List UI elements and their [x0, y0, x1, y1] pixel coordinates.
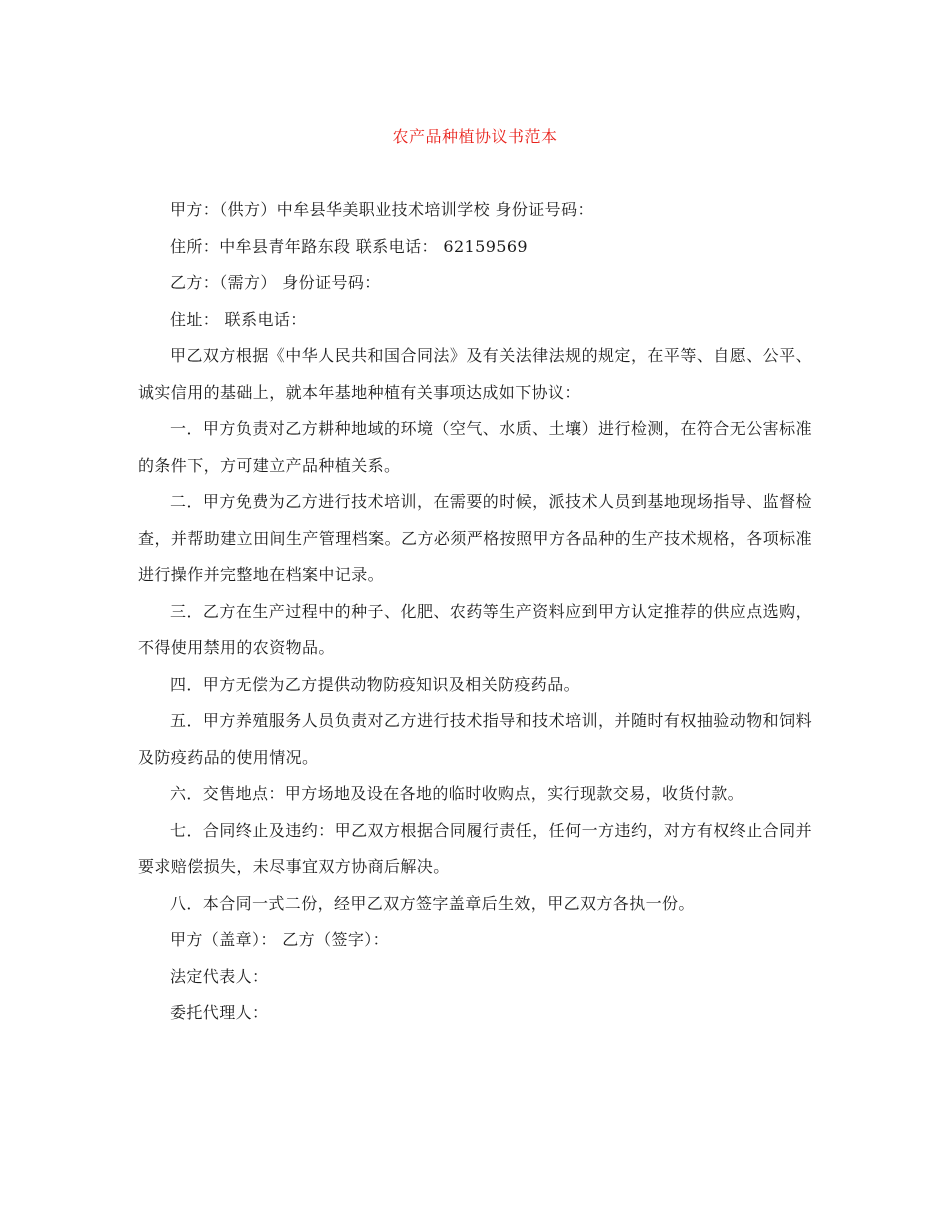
legal-representative-line: 法定代表人： [170, 966, 269, 986]
signature-line: 甲方（盖章）： 乙方（签字）： [170, 930, 390, 949]
document-title: 农产品种植协议书范本 [392, 127, 558, 146]
party-b-address-line: 住址： 联系电话： [170, 309, 307, 329]
party-a-address-line: 住所：中牟县青年路东段 联系电话： 62159569 [170, 236, 529, 256]
clause-4: 四．甲方无偿为乙方提供动物防疫知识及相关防疫药品。 [170, 674, 581, 694]
clause-3: 三．乙方在生产过程中的种子、化肥、农药等生产资料应到甲方认定推荐的供应点选购，不得使用禁用的农资物品。 [138, 601, 812, 657]
clause-2: 二．甲方免费为乙方进行技术培训，在需要的时候，派技术人员到基地现场指导、监督检查，并帮助建立田间生产管理档案。乙方必须严格按照甲方各品种的生产技术规格，各项标准进行操作并完整地在档案中记录。 [138, 492, 812, 584]
authorized-agent-line: 委托代理人： [170, 1003, 269, 1022]
clause-6: 六．交售地点：甲方场地及设在各地的临时收购点，实行现款交易，收货付款。 [170, 784, 745, 803]
clause-1: 一．甲方负责对乙方耕种地域的环境（空气、水质、土壤）进行检测，在符合无公害标准的条件下，方可建立产品种植关系。 [138, 419, 812, 475]
party-b-line: 乙方：（需方） 身份证号码： [170, 273, 381, 292]
clause-5: 五．甲方养殖服务人员负责对乙方进行技术指导和技术培训，并随时有权抽验动物和饲料及防疫药品的使用情况。 [138, 711, 812, 767]
document-body [138, 192, 812, 1032]
clause-8: 八．本合同一式二份，经甲乙双方签字盖章后生效，甲乙双方各执一份。 [170, 893, 695, 913]
preamble-paragraph: 甲乙双方根据《中华人民共和国合同法》及有关法律法规的规定，在平等、自愿、公平、诚实信用的基础上，就本年基地种植有关事项达成如下协议： [138, 346, 812, 402]
clause-7: 七．合同终止及违约：甲乙双方根据合同履行责任，任何一方违约，对方有权终止合同并要求赔偿损失，未尽事宜双方协商后解决。 [138, 820, 812, 876]
party-a-line: 甲方：（供方）中牟县华美职业技术培训学校 身份证号码： [170, 200, 594, 219]
